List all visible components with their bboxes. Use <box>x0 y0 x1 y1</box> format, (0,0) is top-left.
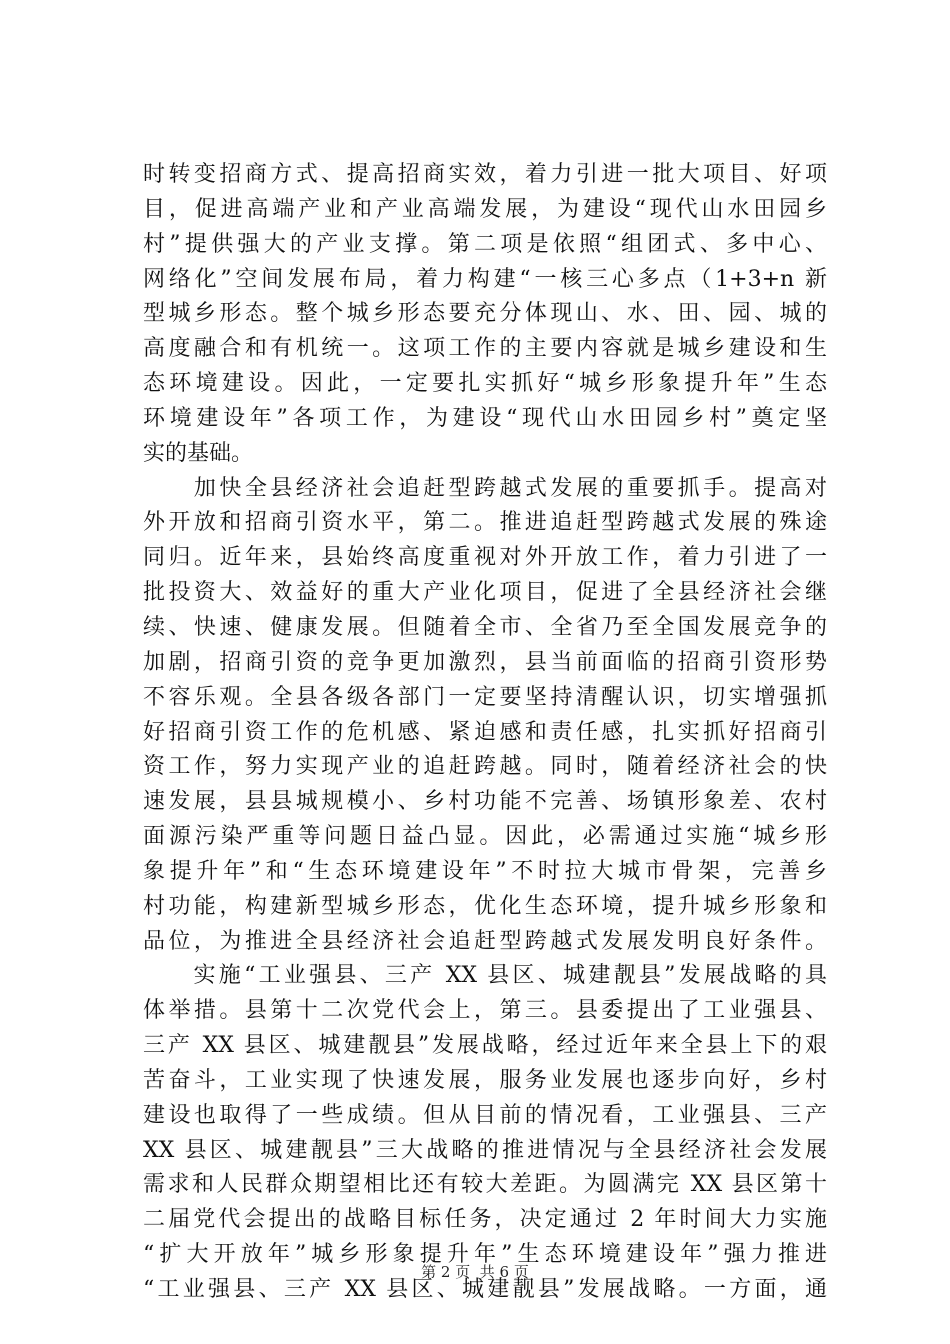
body-text <box>143 158 827 1308</box>
text-line: “扩大开放年”城乡形象提升年”生态环境建设年”强力推进 <box>143 1242 827 1268</box>
text-line: 态环境建设。因此，一定要扎实抓好“城乡形象提升年”生态 <box>143 371 827 397</box>
text-line: 三产 XX 县区、城建靓县”发展战略，经过近年来全县上下的艰 <box>143 1033 827 1059</box>
page-number-label: 第 2 页 共 6 页 <box>421 1263 529 1281</box>
text-line: 环境建设年”各项工作，为建设“现代山水田园乡村”奠定坚 <box>143 405 827 431</box>
text-line: 目，促进高端产业和产业高端发展，为建设“现代山水田园乡 <box>143 196 827 222</box>
text-line: 建设也取得了一些成绩。但从目前的情况看，工业强县、三产 <box>143 1102 827 1128</box>
text-line: 型城乡形态。整个城乡形态要充分体现山、水、田、园、城的 <box>143 301 827 327</box>
text-line: 高度融合和有机统一。这项工作的主要内容就是城乡建设和生 <box>143 336 827 362</box>
text-line: 加快全县经济社会追赶型跨越式发展的重要抓手。提高对 <box>143 475 827 501</box>
text-line: 村功能，构建新型城乡形态，优化生态环境，提升城乡形象和 <box>143 893 827 919</box>
text-line: 村”提供强大的产业支撑。第二项是依照“组团式、多中心、 <box>143 231 827 257</box>
text-line: 资工作，努力实现产业的追赶跨越。同时，随着经济社会的快 <box>143 754 827 780</box>
text-line: XX 县区、城建靓县”三大战略的推进情况与全县经济社会发展 <box>143 1137 827 1163</box>
page-footer <box>0 1262 950 1282</box>
text-line: 批投资大、效益好的重大产业化项目，促进了全县经济社会继 <box>143 580 827 606</box>
text-line: 续、快速、健康发展。但随着全市、全省乃至全国发展竞争的 <box>143 614 827 640</box>
text-line: “工业强县、三产 XX 县区、城建靓县”发展战略。一方面，通 <box>143 1277 827 1302</box>
text-line: 速发展，县县城规模小、乡村功能不完善、场镇形象差、农村 <box>143 789 827 815</box>
text-line: 外开放和招商引资水平，第二。推进追赶型跨越式发展的殊途 <box>143 510 827 536</box>
text-line: 面源污染严重等问题日益凸显。因此，必需通过实施“城乡形 <box>143 824 827 850</box>
text-line: 苦奋斗，工业实现了快速发展，服务业发展也逐步向好，乡村 <box>143 1067 827 1093</box>
text-line: 好招商引资工作的危机感、紧迫感和责任感，扎实抓好招商引 <box>143 719 827 745</box>
text-line: 同归。近年来，县始终高度重视对外开放工作，着力引进了一 <box>143 545 827 571</box>
text-line: 二届党代会提出的战略目标任务，决定通过 2 年时间大力实施 <box>143 1207 827 1233</box>
text-line: 实的基础。 <box>143 440 254 466</box>
text-line: 不容乐观。全县各级各部门一定要坚持清醒认识，切实增强抓 <box>143 684 827 710</box>
text-line: 实施“工业强县、三产 XX 县区、城建靓县”发展战略的具 <box>143 963 827 989</box>
text-line: 体举措。县第十二次党代会上，第三。县委提出了工业强县、 <box>143 998 827 1024</box>
text-line: 网络化”空间发展布局，着力构建“一核三心多点（1+3+n 新 <box>143 266 827 292</box>
text-line: 品位，为推进全县经济社会追赶型跨越式发展发明良好条件。 <box>143 928 827 954</box>
text-line: 需求和人民群众期望相比还有较大差距。为圆满完 XX 县区第十 <box>143 1172 827 1198</box>
text-line: 加剧，招商引资的竞争更加激烈，县当前面临的招商引资形势 <box>143 649 827 675</box>
text-line: 时转变招商方式、提高招商实效，着力引进一批大项目、好项 <box>143 162 827 187</box>
text-line: 象提升年”和“生态环境建设年”不时拉大城市骨架，完善乡 <box>143 858 827 884</box>
